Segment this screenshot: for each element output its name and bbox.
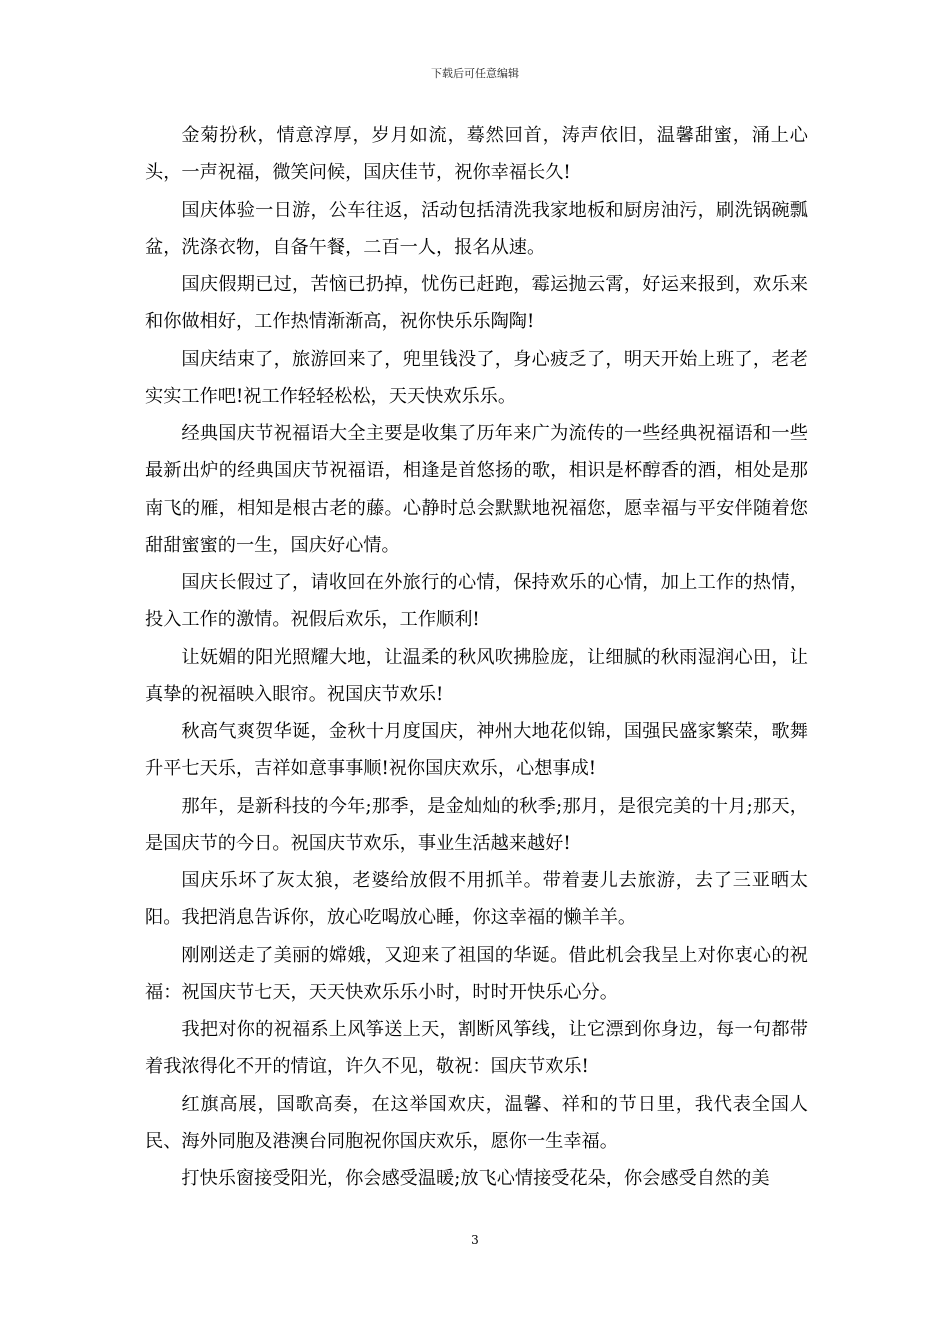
- paragraph: 打快乐窗接受阳光，你会感受温暖;放飞心情接受花朵，你会感受自然的美: [181, 1168, 770, 1189]
- paragraph: 国庆结束了，旅游回来了，兜里钱没了，身心疲乏了，明天开始上班了，老老实实工作吧!祝工作轻轻松松，天天快欢乐乐。: [145, 348, 808, 407]
- paragraph: 经典国庆节祝福语大全主要是收集了历年来广为流传的一些经典祝福语和一些最新出炉的经典国庆节祝福语，相逢是首悠扬的歌，相识是杯醇香的酒，相处是那南飞的雁，相知是根古老的藤。心静时总会默默地祝福您，愿幸福与平安伴随着您甜甜蜜蜜的一生，国庆好心情。: [145, 423, 808, 556]
- paragraph: 让妩媚的阳光照耀大地，让温柔的秋风吹拂脸庞，让细腻的秋雨湿润心田，让真挚的祝福映入眼帘。祝国庆节欢乐!: [145, 646, 808, 705]
- paragraph: 刚刚送走了美丽的嫦娥，又迎来了祖国的华诞。借此机会我呈上对你衷心的祝福：祝国庆节七天，天天快欢乐乐小时，时时开快乐心分。: [145, 944, 808, 1003]
- paragraph: 国庆体验一日游，公车往返，活动包括清洗我家地板和厨房油污，刷洗锅碗瓢盆，洗涤衣物，自备午餐，二百一人，报名从速。: [145, 199, 808, 258]
- page-number: 3: [471, 1233, 479, 1247]
- paragraph: 那年，是新科技的今年;那季，是金灿灿的秋季;那月，是很完美的十月;那天，是国庆节的今日。祝国庆节欢乐，事业生活越来越好!: [145, 795, 808, 854]
- paragraph: 国庆乐坏了灰太狼，老婆给放假不用抓羊。带着妻儿去旅游，去了三亚晒太阳。我把消息告诉你，放心吃喝放心睡，你这幸福的懒羊羊。: [145, 870, 808, 929]
- page-header-note: 下载后可任意编辑: [431, 67, 519, 80]
- paragraph: 国庆假期已过，苦恼已扔掉，忧伤已赶跑，霉运抛云霄，好运来报到，欢乐来和你做相好，工作热情渐渐高，祝你快乐乐陶陶!: [145, 274, 808, 333]
- paragraph: 红旗高展，国歌高奏，在这举国欢庆，温馨、祥和的节日里，我代表全国人民、海外同胞及港澳台同胞祝你国庆欢乐，愿你一生幸福。: [145, 1093, 808, 1152]
- paragraph: 我把对你的祝福系上风筝送上天，割断风筝线，让它漂到你身边，每一句都带着我浓得化不开的情谊，许久不见，敬祝：国庆节欢乐!: [145, 1019, 808, 1078]
- paragraph: 金菊扮秋，情意淳厚，岁月如流，蓦然回首，涛声依旧，温馨甜蜜，涌上心头，一声祝福，微笑问候，国庆佳节，祝你幸福长久!: [145, 125, 808, 184]
- document-body: [145, 117, 808, 1197]
- paragraph: 国庆长假过了，请收回在外旅行的心情，保持欢乐的心情，加上工作的热情，投入工作的激情。祝假后欢乐，工作顺利!: [145, 572, 808, 631]
- paragraph: 秋高气爽贺华诞，金秋十月度国庆，神州大地花似锦，国强民盛家繁荣，歌舞升平七天乐，吉祥如意事事顺!祝你国庆欢乐，心想事成!: [145, 721, 808, 780]
